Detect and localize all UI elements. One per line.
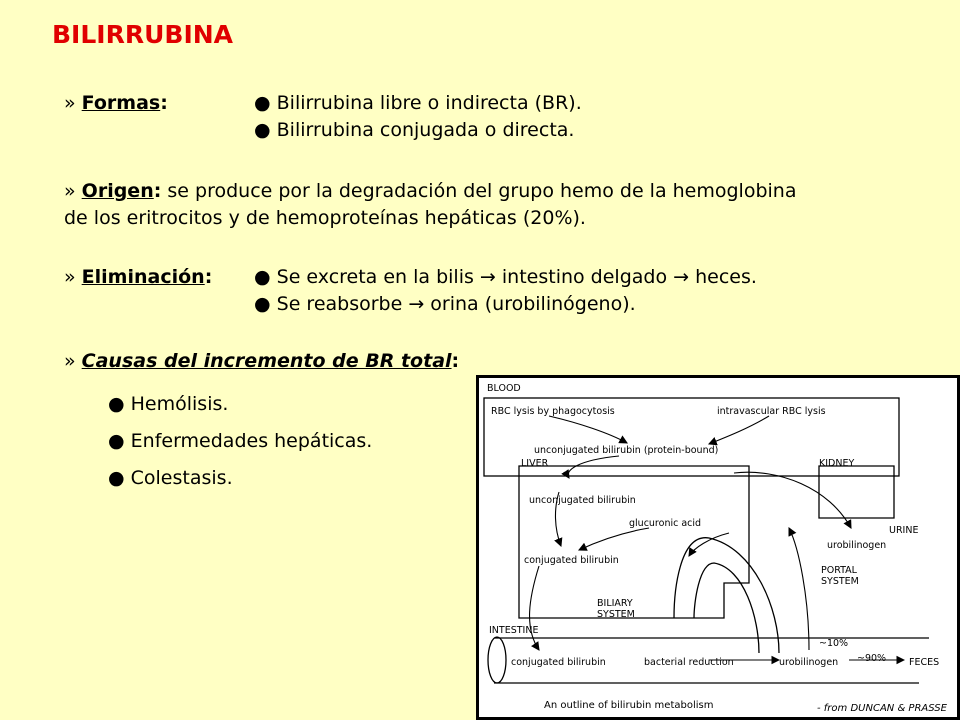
label-unconj: unconjugated bilirubin [529, 495, 636, 506]
label-bacterial: bacterial reduction [644, 657, 734, 668]
bullet: » [64, 92, 76, 114]
arrow-portal [789, 528, 809, 650]
kidney-compartment [819, 466, 894, 518]
label-unconj-protein: unconjugated bilirubin (protein-bound) [534, 445, 719, 456]
label-liver: LIVER [521, 458, 549, 469]
label-pct90: ~90% [857, 653, 887, 664]
causas-item: ● Enfermedades hepáticas. [108, 430, 373, 452]
arrow-intra [709, 416, 769, 444]
label-urobilinogen-urine: urobilinogen [827, 540, 887, 551]
label-rbc-intra: intravascular RBC lysis [717, 406, 826, 417]
label-conj-intestine: conjugated bilirubin [511, 657, 606, 668]
formas-heading: » Formas: [64, 92, 168, 114]
label-feces: FECES [909, 657, 940, 668]
causas-item: ● Hemólisis. [108, 393, 229, 415]
origen-line2: de los eritrocitos y de hemoproteínas hepáticas (20%). [64, 207, 586, 229]
label-portal1: PORTAL [821, 565, 857, 576]
formas-label: Formas [81, 92, 161, 114]
arrow-return [689, 533, 729, 556]
causas-heading: » Causas del incremento de BR total: [64, 350, 460, 372]
formas-item: ● Bilirrubina libre o indirecta (BR). [254, 92, 582, 114]
page-title: BILIRRUBINA [52, 20, 234, 49]
eliminacion-heading: » Eliminación: [64, 266, 213, 288]
label-rbc-phago: RBC lysis by phagocytosis [491, 406, 615, 417]
arrow-unconj [568, 456, 619, 478]
label-urine: URINE [889, 525, 919, 536]
label-glucuronic: glucuronic acid [629, 518, 702, 529]
causas-item: ● Colestasis. [108, 467, 233, 489]
intestine-opening [488, 637, 506, 683]
origen-label: Origen [81, 180, 154, 202]
label-intestine: INTESTINE [489, 625, 539, 636]
label-caption: An outline of bilirubin metabolism [544, 700, 714, 711]
arrow-glucuronic [579, 528, 649, 550]
label-urobilinogen-int: urobilinogen [779, 657, 839, 668]
label-conj-liver: conjugated bilirubin [524, 555, 619, 566]
diagram-svg [479, 378, 957, 717]
label-pct10: ~10% [819, 638, 849, 649]
label-kidney: KIDNEY [819, 458, 855, 469]
eliminacion-item: ● Se excreta en la bilis → intestino delgado → heces. [254, 266, 757, 288]
liver-compartment [519, 466, 749, 618]
origen-line1: » Origen: se produce por la degradación del grupo hemo de la hemoglobina [64, 180, 797, 202]
label-biliary2: SYSTEM [597, 609, 635, 620]
label-biliary1: BILIARY [597, 598, 633, 609]
arrow-phago [549, 416, 627, 443]
eliminacion-label: Eliminación [81, 266, 205, 288]
arrow-kidney [734, 472, 851, 528]
formas-item: ● Bilirrubina conjugada o directa. [254, 119, 575, 141]
label-credit: - from DUNCAN & PRASSE [817, 703, 947, 714]
label-blood: BLOOD [487, 383, 521, 394]
label-portal2: SYSTEM [821, 576, 859, 587]
bilirubin-metabolism-diagram [476, 375, 960, 720]
causas-label: Causas del incremento de BR total [81, 350, 452, 372]
eliminacion-item: ● Se reabsorbe → orina (urobilinógeno). [254, 293, 636, 315]
